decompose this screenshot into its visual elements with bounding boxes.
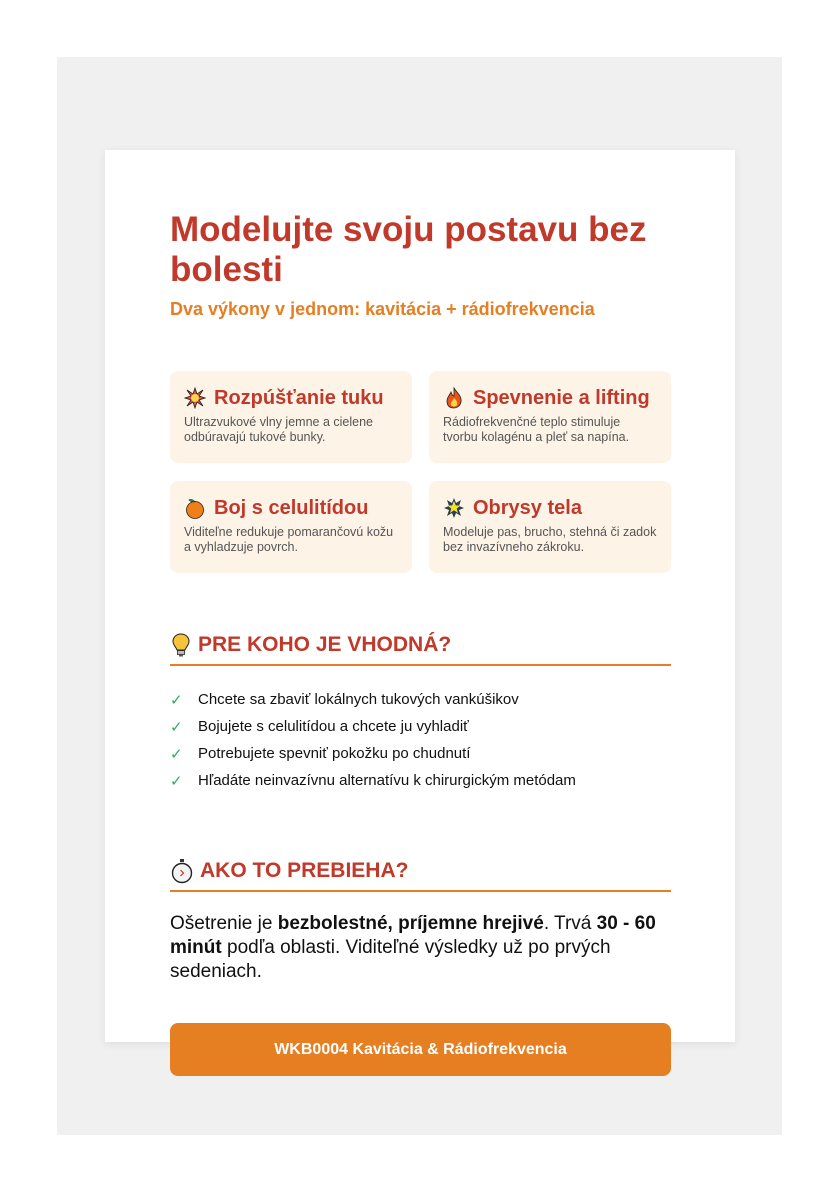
- text-run: podľa oblasti. Viditeľné výsledky už po prvých sedeniach.: [170, 937, 611, 982]
- fire-icon: [443, 387, 465, 409]
- product-cta-button[interactable]: WKB0004 Kavitácia & Rádiofrekvencia: [170, 1023, 671, 1076]
- process-section-header: [170, 858, 671, 892]
- section-title: AKO TO PREBIEHA?: [200, 859, 409, 882]
- lightbulb-icon: [170, 632, 192, 658]
- feature-description: Ultrazvukové vlny jemne a cielene odbúravajú tukové bunky.: [184, 415, 373, 444]
- page-subtitle: Dva výkony v jednom: kavitácia + rádiofrekvencia: [170, 299, 595, 319]
- feature-card-cellulite: [170, 481, 412, 573]
- feature-description: Rádiofrekvenčné teplo stimuluje tvorbu kolagénu a pleť sa napína.: [443, 415, 630, 444]
- check-icon: ✓: [170, 745, 183, 763]
- feature-card-fat-dissolving: [170, 371, 412, 463]
- text-run-bold: bezbolestné, príjemne hrejivé: [277, 913, 544, 934]
- section-title: PRE KOHO JE VHODNÁ?: [198, 633, 452, 656]
- text-run-bold: 30 - 60 minút: [170, 913, 656, 958]
- suitable-section-header: [170, 632, 671, 666]
- check-icon: ✓: [170, 691, 183, 709]
- feature-title: Obrysy tela: [473, 497, 582, 519]
- feature-card-firming: [429, 371, 671, 463]
- process-description: [170, 912, 675, 984]
- sparkle-star-icon: [443, 497, 465, 519]
- check-icon: ✓: [170, 772, 183, 790]
- feature-title: Rozpúšťanie tuku: [214, 387, 384, 409]
- feature-description: Viditeľne redukuje pomarančovú kožu a vyhladzuje povrch.: [184, 525, 394, 554]
- feature-title: Spevnenie a lifting: [473, 387, 650, 409]
- suitable-checklist: [170, 686, 671, 794]
- checklist-item: [170, 740, 671, 767]
- feature-title: Boj s celulitídou: [214, 497, 369, 519]
- header: [170, 210, 670, 320]
- text-run: Ošetrenie je: [170, 913, 278, 934]
- checklist-item: [170, 686, 671, 713]
- orange-icon: [184, 497, 206, 519]
- text-run: . Trvá: [543, 913, 597, 934]
- checklist-item-text: Hľadáte neinvazívnu alternatívu k chirurgickým metódam: [198, 772, 576, 789]
- checklist-item: [170, 767, 671, 794]
- check-icon: ✓: [170, 718, 183, 736]
- checklist-item-text: Chcete sa zbaviť lokálnych tukových vankúšikov: [198, 691, 519, 708]
- feature-description: Modeluje pas, brucho, stehná či zadok bez invazívneho zákroku.: [443, 525, 657, 554]
- collision-icon: [184, 387, 206, 409]
- page-title: Modelujte svoju postavu bez bolesti: [170, 210, 647, 289]
- features-grid: [170, 371, 671, 573]
- feature-card-body-contours: [429, 481, 671, 573]
- checklist-item-text: Potrebujete spevniť pokožku po chudnutí: [198, 745, 471, 762]
- checklist-item: [170, 713, 671, 740]
- stopwatch-icon: [170, 858, 194, 884]
- checklist-item-text: Bojujete s celulitídou a chcete ju vyhladiť: [198, 718, 469, 735]
